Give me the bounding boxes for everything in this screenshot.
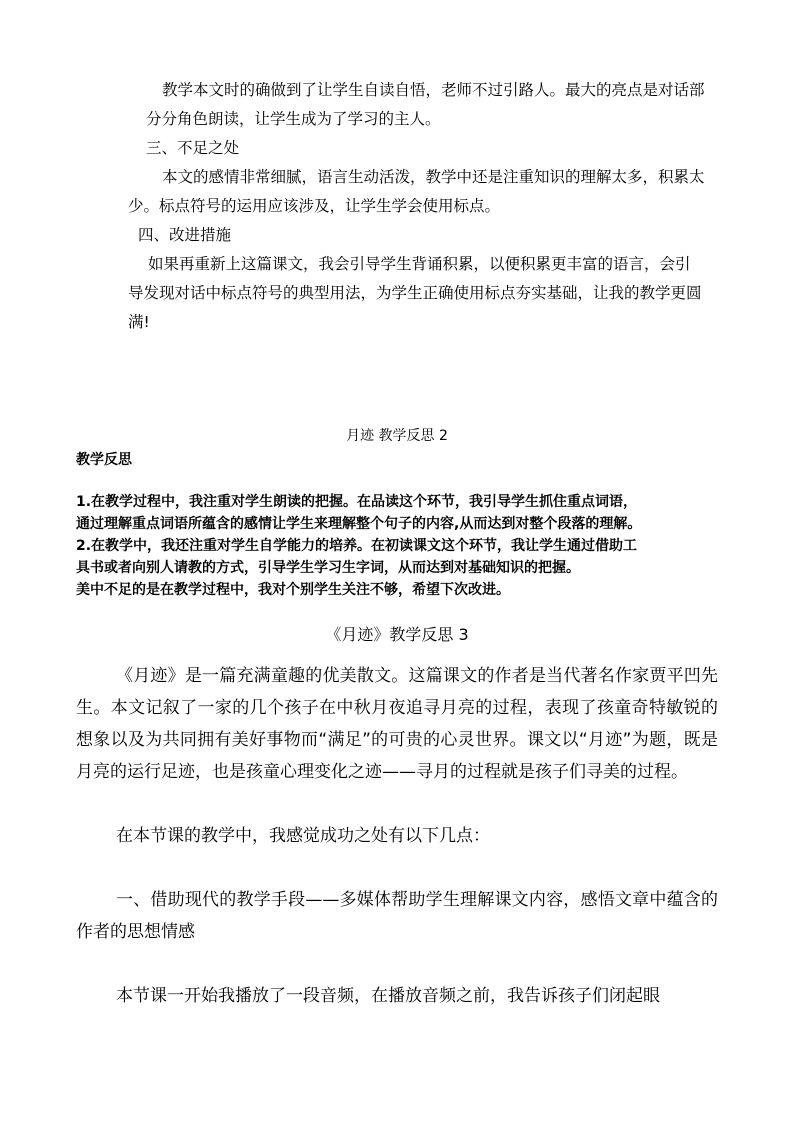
paragraph: 《月迹》是一篇充满童趣的优美散文。这篇课文的作者是当代著名作家贾平凹先生。本文记叙了一家的几个孩子在中秋月夜追寻月亮的过程，表现了孩童奇特敏锐的想象以及为共同拥有美好事物而“满足”的可贵的心灵世界。课文以“月迹”为题，既是月亮的运行足迹，也是孩童心理变化之迹——寻月的过程就是孩子们寻美的过程。	[76, 666, 718, 782]
paragraph-line: 分分角色朗读，让学生成为了学习的主人。	[146, 110, 441, 128]
bold-line: 1.在教学过程中，我注重对学生朗读的把握。在品读这个环节，我引导学生抓住重点词语，	[76, 494, 638, 510]
section-heading-shortcomings: 三、不足之处	[146, 139, 240, 157]
reflection-3-title: 《月迹》教学反思 3	[325, 625, 469, 644]
paragraph: 一、借助现代的教学手段——多媒体帮助学生理解课文内容，感悟文章中蕴含的作者的思想情感	[76, 890, 718, 942]
paragraph-line: 教学本文时的确做到了让学生自读自悟，老师不过引路人。最大的亮点是对话部	[162, 81, 705, 99]
reflection-3-body	[76, 660, 718, 1012]
paragraph-line: 满!	[128, 313, 150, 331]
paragraph: 在本节课的教学中，我感觉成功之处有以下几点：	[116, 826, 490, 846]
paragraph-line: 导发现对话中标点符号的典型用法，为学生正确使用标点夯实基础，让我的教学更圆	[128, 284, 702, 302]
section-heading-improvements: 四、改进措施	[138, 226, 232, 244]
bold-line: 通过理解重点词语所蕴含的感情让学生来理解整个句子的内容,从而达到对整个段落的理解。	[76, 516, 642, 532]
paragraph: 本节课一开始我播放了一段音频，在播放音频之前，我告诉孩子们闭起眼	[116, 986, 660, 1006]
bold-line: 2.在教学中，我还注重对学生自学能力的培养。在初读课文这个环节，我让学生通过借助工	[76, 538, 638, 554]
bold-line: 具书或者向别人请教的方式，引导学生学习生字词，从而达到对基础知识的把握。	[76, 560, 580, 576]
paragraph-line: 如果再重新上这篇课文，我会引导学生背诵积累，以便积累更丰富的语言，会引	[148, 255, 691, 273]
bold-line: 美中不足的是在教学过程中，我对个别学生关注不够，希望下次改进。	[76, 582, 510, 598]
paragraph-line: 少。标点符号的运用应该涉及，让学生学会使用标点。	[128, 197, 501, 215]
paragraph-line: 本文的感情非常细腻，语言生动活泼，教学中还是注重知识的理解太多，积累太	[162, 168, 705, 186]
reflection-1-continued	[128, 76, 720, 337]
reflection-2-heading: 教学反思	[76, 452, 132, 468]
reflection-2-title: 月迹 教学反思 2	[346, 428, 448, 444]
reflection-2-body	[76, 449, 726, 601]
